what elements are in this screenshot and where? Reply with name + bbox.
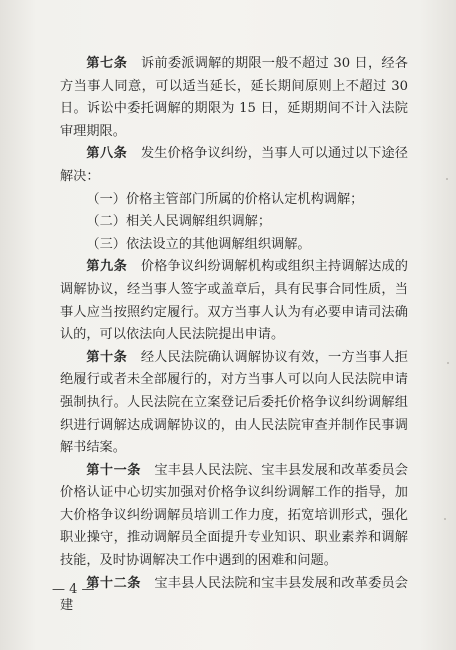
article-8-text: 发生价格争议纠纷，当事人可以通过以下途径解决：: [60, 146, 408, 184]
article-10: [60, 347, 408, 460]
list-item: （三）依法设立的其他调解组织调解。: [86, 236, 311, 252]
article-12: [60, 573, 408, 618]
article-12-heading: 第十二条: [86, 575, 142, 591]
article-10-heading: 第十条: [86, 349, 128, 365]
list-item: （一）价格主管部门所属的价格认定机构调解；: [86, 191, 364, 207]
article-7-heading: 第七条: [86, 56, 128, 71]
article-10-text: 经人民法院确认调解协议有效，一方当事人拒绝履行或者未全部履行的，对方当事人可以向人民法院申请强制执行。人民法院在立案登记后委托价格争议纠纷调解组织进行调解达成调解协议的，由人民法院审查并制作民事调解书结案。: [60, 349, 408, 456]
scan-speck: [446, 178, 448, 180]
article-9: [60, 256, 408, 346]
article-11: [60, 460, 408, 573]
list-item: （二）相关人民调解组织调解；: [86, 214, 272, 230]
article-11-heading: 第十一条: [86, 462, 142, 478]
article-8: [60, 143, 408, 188]
article-7-text: 诉前委派调解的期限一般不超过 30 日，经各方当事人同意，可以适当延长，延长期间原则上不超过 30 日。诉讼中委托调解的期限为 15 日，延期期间不计入法院审理期限。: [60, 56, 408, 139]
article-12-text: 宝丰县人民法院和宝丰县发展和改革委员会建: [60, 575, 408, 614]
scan-speck: [444, 518, 446, 520]
page-number: — 4 —: [52, 582, 95, 597]
article-7: [60, 53, 408, 143]
article-8-heading: 第八条: [86, 146, 128, 162]
article-11-text: 宝丰县人民法院、宝丰县发展和改革委员会价格认证中心切实加强对价格争议纠纷调解工作的指导，加大价格争议纠纷调解员培训工作力度，拓宽培训形式，强化职业操守，推动调解员全面提升专业知识、职业素养和调解技能，及时协调解决工作中遇到的困难和问题。: [60, 462, 408, 569]
document-body: [60, 53, 408, 618]
article-9-heading: 第九条: [86, 259, 128, 275]
scan-speck: [447, 362, 449, 364]
article-9-text: 价格争议纠纷调解机构或组织主持调解达成的调解协议，经当事人签字或盖章后，具有民事合同性质，当事人应当按照约定履行。双方当事人认为有必要申请司法确认的，可以依法向人民法院提出申请。: [60, 259, 408, 343]
